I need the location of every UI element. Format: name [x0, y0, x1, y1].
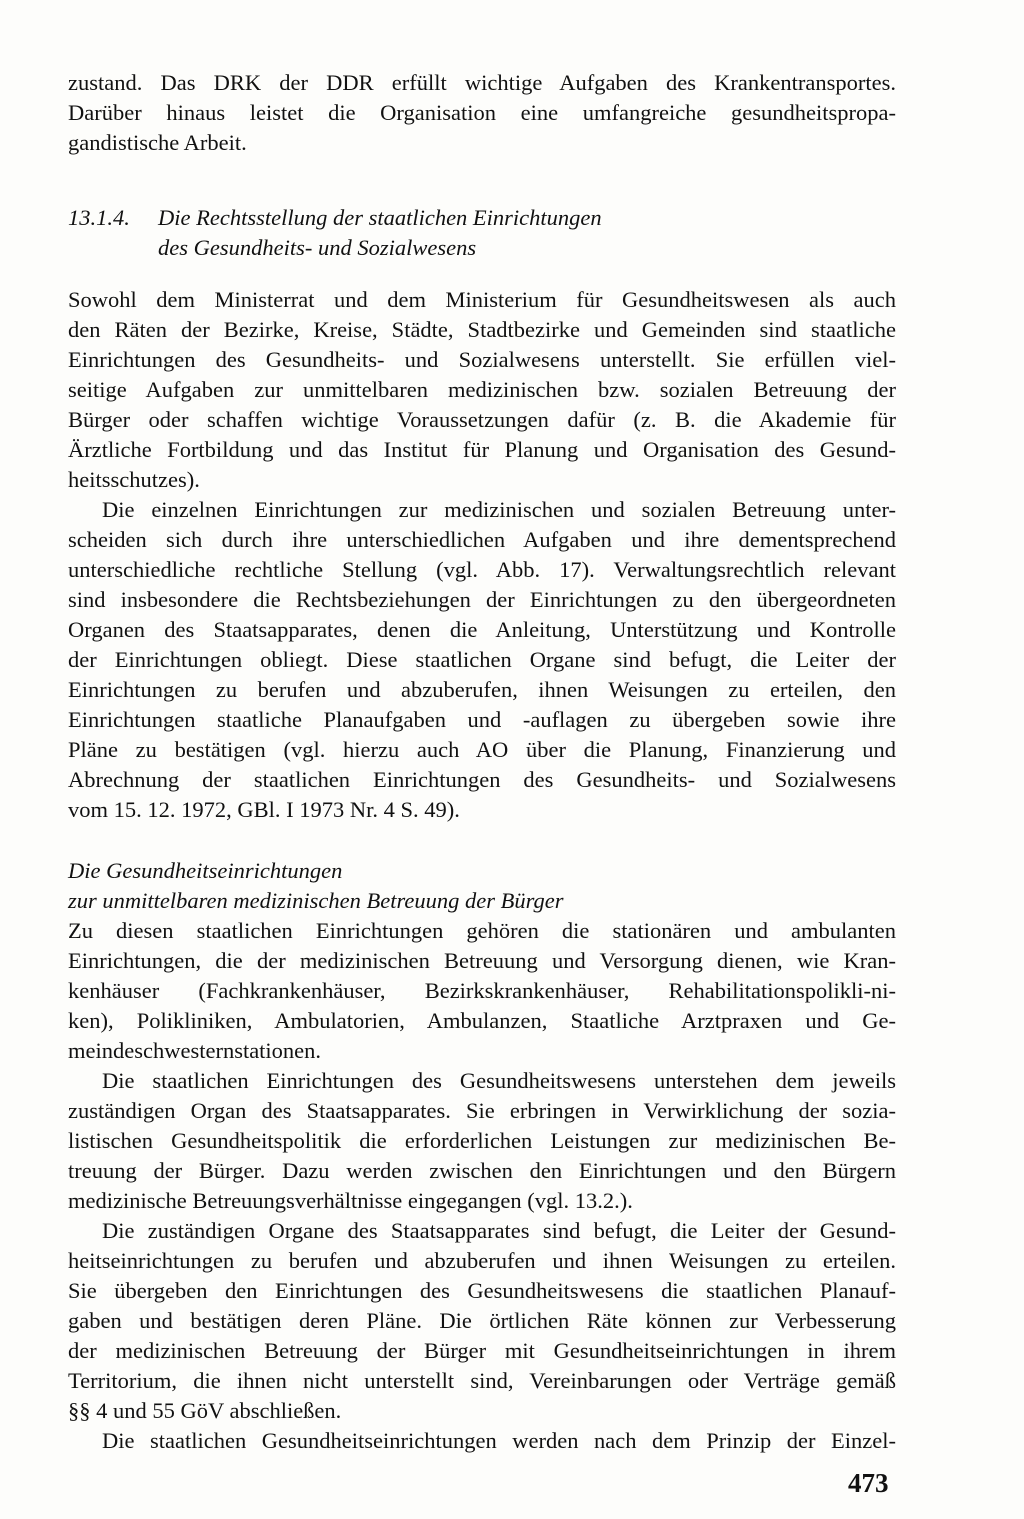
paragraph-line: gaben und bestätigen deren Pläne. Die örtlichen Räte können zur Verbesserung: [68, 1308, 896, 1333]
paragraph-line: Sie übergeben den Einrichtungen des Gesundheitswesens die staatlichen Planauf-: [68, 1278, 896, 1303]
paragraph-line: unterschiedliche rechtliche Stellung (vgl. Abb. 17). Verwaltungsrechtlich relevant: [68, 557, 896, 582]
paragraph-line: Einrichtungen, die der medizinischen Betreuung und Versorgung dienen, wie Kran-: [68, 948, 896, 973]
section-title-line-1: Die Rechtsstellung der staatlichen Einrichtungen: [158, 205, 602, 230]
section-number: 13.1.4.: [68, 205, 130, 230]
paragraph-line: treuung der Bürger. Dazu werden zwischen den Einrichtungen und den Bürgern: [68, 1158, 896, 1183]
paragraph-line: Die zuständigen Organe des Staatsapparates sind befugt, die Leiter der Gesund-: [102, 1218, 896, 1243]
paragraph-line: der Einrichtungen obliegt. Diese staatlichen Organe sind befugt, die Leiter der: [68, 647, 896, 672]
page-number: 473: [848, 1468, 889, 1498]
paragraph-line: Ärztliche Fortbildung und das Institut für Planung und Organisation des Gesund-: [68, 437, 896, 462]
section-title-line-2: des Gesundheits- und Sozialwesens: [158, 235, 477, 260]
paragraph-line: Die einzelnen Einrichtungen zur medizinischen und sozialen Betreuung unter-: [102, 497, 896, 522]
paragraph-line: scheiden sich durch ihre unterschiedlichen Aufgaben und ihre dementsprechend: [68, 527, 896, 552]
paragraph-line: Territorium, die ihnen nicht unterstellt sind, Vereinbarungen oder Verträge gemäß: [68, 1368, 896, 1393]
paragraph-line: heitseinrichtungen zu berufen und abzuberufen und ihnen Weisungen zu erteilen.: [68, 1248, 896, 1273]
paragraph-line: sind insbesondere die Rechtsbeziehungen der Einrichtungen zu den übergeordneten: [68, 587, 896, 612]
paragraph-line: Abrechnung der staatlichen Einrichtungen des Gesundheits- und Sozialwesens: [68, 767, 896, 792]
paragraph-line: kenhäuser (Fachkrankenhäuser, Bezirkskrankenhäuser, Rehabilitationspolikli-ni-: [68, 978, 896, 1003]
paragraph-line: Einrichtungen zu berufen und abzuberufen, ihnen Weisungen zu erteilen, den: [68, 677, 896, 702]
paragraph-line: Einrichtungen des Gesundheits- und Sozialwesens unterstellt. Sie erfüllen viel-: [68, 347, 896, 372]
paragraph-line: zuständigen Organ des Staatsapparates. Sie erbringen in Verwirklichung der sozia-: [68, 1098, 896, 1123]
paragraph-line: heitsschutzes).: [68, 467, 200, 492]
paragraph-line: Sowohl dem Ministerrat und dem Ministerium für Gesundheitswesen als auch: [68, 287, 896, 312]
intro-line: gandistische Arbeit.: [68, 130, 247, 155]
paragraph-line: ken), Polikliniken, Ambulatorien, Ambulanzen, Staatliche Arztpraxen und Ge-: [68, 1008, 896, 1033]
paragraph-line: vom 15. 12. 1972, GBl. I 1973 Nr. 4 S. 49).: [68, 797, 460, 822]
section-heading: [68, 203, 602, 233]
paragraph-line: listischen Gesundheitspolitik die erforderlichen Leistungen zur medizinischen Be-: [68, 1128, 896, 1153]
paragraph-line: der medizinischen Betreuung der Bürger mit Gesundheitseinrichtungen in ihrem: [68, 1338, 896, 1363]
paragraph-line: den Räten der Bezirke, Kreise, Städte, Stadtbezirke und Gemeinden sind staatliche: [68, 317, 896, 342]
subheading-line-1: Die Gesundheitseinrichtungen: [68, 858, 343, 883]
subheading-line-2: zur unmittelbaren medizinischen Betreuung der Bürger: [68, 888, 564, 913]
paragraph-line: Die staatlichen Einrichtungen des Gesundheitswesens unterstehen dem jeweils: [102, 1068, 896, 1093]
paragraph-line: seitige Aufgaben zur unmittelbaren medizinischen bzw. sozialen Betreuung der: [68, 377, 896, 402]
paragraph-line: Die staatlichen Gesundheitseinrichtungen werden nach dem Prinzip der Einzel-: [102, 1428, 896, 1453]
intro-line: zustand. Das DRK der DDR erfüllt wichtige Aufgaben des Krankentransportes.: [68, 70, 896, 95]
paragraph-line: Einrichtungen staatliche Planaufgaben und -auflagen zu übergeben sowie ihre: [68, 707, 896, 732]
paragraph-line: meindeschwesternstationen.: [68, 1038, 322, 1063]
paragraph-line: Pläne zu bestätigen (vgl. hierzu auch AO über die Planung, Finanzierung und: [68, 737, 896, 762]
paragraph-line: Organen des Staatsapparates, denen die Anleitung, Unterstützung und Kontrolle: [68, 617, 896, 642]
intro-line: Darüber hinaus leistet die Organisation eine umfangreiche gesundheitspropa-: [68, 100, 896, 125]
paragraph-line: §§ 4 und 55 GöV abschließen.: [68, 1398, 342, 1423]
paragraph-line: Zu diesen staatlichen Einrichtungen gehören die stationären und ambulanten: [68, 918, 896, 943]
paragraph-line: Bürger oder schaffen wichtige Voraussetzungen dafür (z. B. die Akademie für: [68, 407, 896, 432]
paragraph-line: medizinische Betreuungsverhältnisse eingegangen (vgl. 13.2.).: [68, 1188, 633, 1213]
